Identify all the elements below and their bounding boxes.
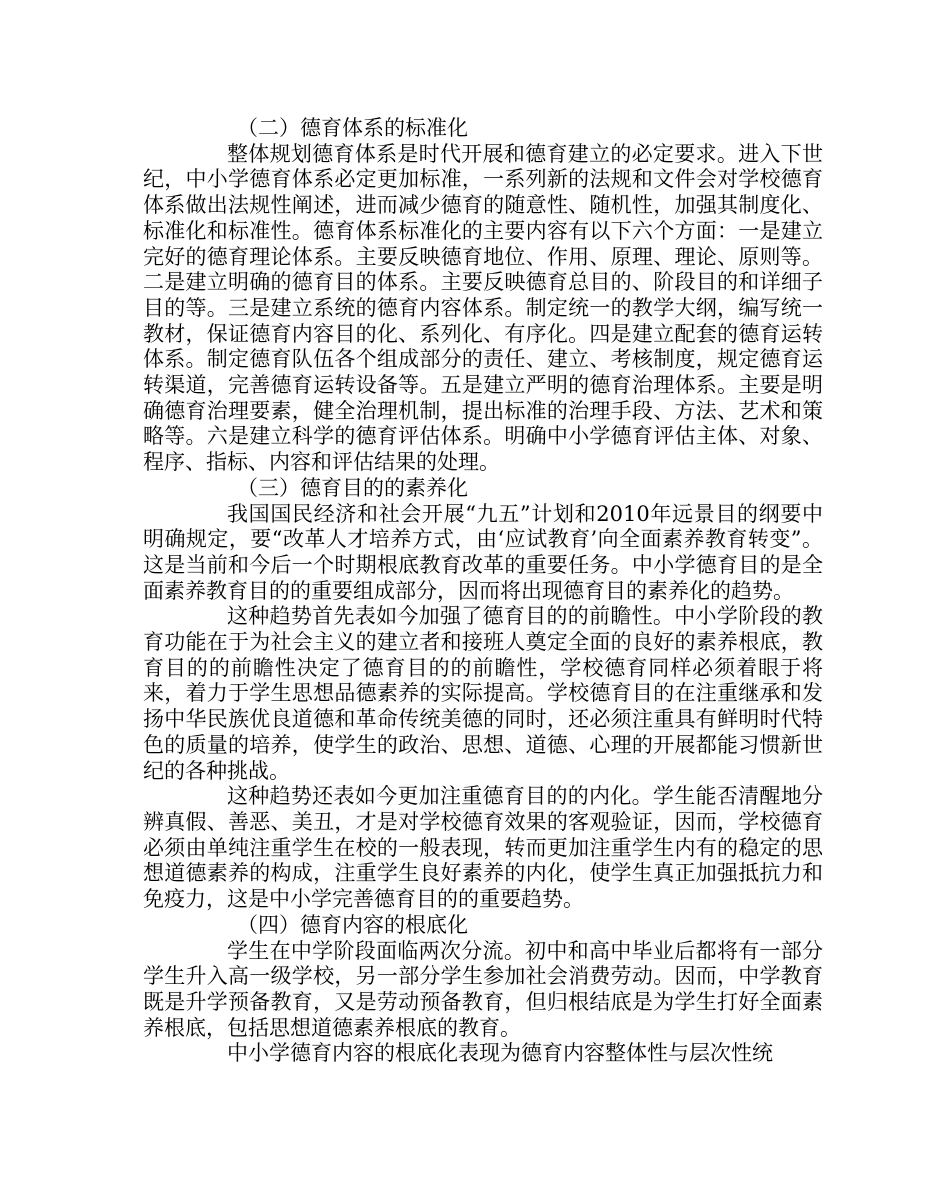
paragraph-moral-system: 整体规划德育体系是时代开展和德育建立的必定要求。进入下世纪，中小学德育体系必定更加标准，一系列新的法规和文件会对学校德育体系做出法规性阐述，进而减少德育的随意性、随机性，加强其制度化、标准化和标准性。德育体系标准化的主要内容有以下六个方面：一是建立完好的德育理论体系。主要反映德育地位、作用、原理、理论、原则等。二是建立明确的德育目的体系。主要反映德育总目的、阶段目的和详细子目的等。三是建立系统的德育内容体系。制定统一的教学大纲，编写统一教材，保证德育内容目的化、系列化、有序化。四是建立配套的德育运转体系。制定德育队伍各个组成部分的责任、建立、考核制度，规定德育运转渠道，完善德育运转设备等。五是建立严明的德育治理体系。主要是明确德育治理要素，健全治理机制，提出标准的治理手段、方法、艺术和策略等。六是建立科学的德育评估体系。明确中小学德育评估主体、对象、程序、指标、内容和评估结果的处理。 (143, 141, 823, 475)
section-heading-foundational-content: （四）德育内容的根底化 (237, 912, 468, 937)
document-body (143, 116, 823, 1067)
paragraph-internalization: 这种趋势还表如今更加注重德育目的的内化。学生能否清醒地分辨真假、善恶、美丑，才是对学校德育效果的客观验证，因而，学校德育必须由单纯注重学生在校的一般表现，转而更加注重学生内有的稳定的思想道德素养的构成，注重学生良好素养的内化，使学生真正加强抵抗力和免疫力，这是中小学完善德育目的的重要趋势。 (143, 784, 823, 912)
section-heading-quality-goals: （三）德育目的的素养化 (237, 475, 468, 500)
paragraph-forward-looking: 这种趋势首先表如今加强了德育目的的前瞻性。中小学阶段的教育功能在于为社会主义的建立者和接班人奠定全面的良好的素养根底，教育目的的前瞻性决定了德育目的的前瞻性，学校德育同样必须着眼于将来，着力于学生思想品德素养的实际提高。学校德育目的在注重继承和发扬中华民族优良道德和革命传统美德的同时，还必须注重具有鲜明时代特色的质量的培养，使学生的政治、思想、道德、心理的开展都能习惯新世纪的各种挑战。 (143, 604, 823, 783)
paragraph-ninth-five-year-plan: 我国国民经济和社会开展“九五”计划和2010年远景目的纲要中明确规定，要“改革人才培养方式，由‘应试教育’向全面素养教育转变”。这是当前和今后一个时期根底教育改革的重要任务。中小学德育目的是全面素养教育目的的重要组成部分，因而将出现德育目的素养化的趋势。 (143, 501, 823, 603)
section-heading-standardization: （二）德育体系的标准化 (237, 116, 468, 140)
paragraph-student-streaming: 学生在中学阶段面临两次分流。初中和高中毕业后都将有一部分学生升入高一级学校，另一部分学生参加社会消费劳动。因而，中学教育既是升学预备教育，又是劳动预备教育，但归根结底是为学生打好全面素养根底，包括思想道德素养根底的教育。 (143, 938, 823, 1040)
paragraph-content-foundation: 中小学德育内容的根底化表现为德育内容整体性与层次性统 (227, 1041, 773, 1066)
